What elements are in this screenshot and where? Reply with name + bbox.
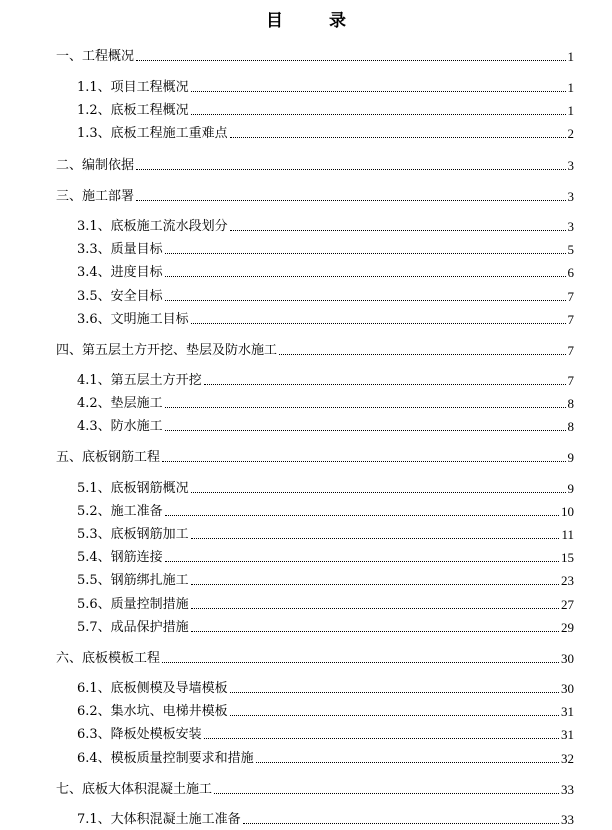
toc-entry-page-number: 32 (561, 751, 574, 766)
page-title (0, 6, 612, 31)
toc-entry-label: 1.2、底板工程概况 (77, 103, 189, 118)
toc-entry-label: 5.1、底板钢筋概况 (77, 481, 189, 496)
toc-entry-label: 1.3、底板工程施工重难点 (77, 126, 228, 141)
toc-leader-dots (230, 229, 566, 231)
toc-entry-page-number: 31 (561, 704, 574, 719)
toc-entry-page-number: 31 (561, 727, 574, 742)
toc-entry-label: 7.1、大体积混凝土施工准备 (77, 812, 241, 827)
toc-entry[interactable] (77, 750, 574, 768)
toc-leader-dots (214, 792, 559, 794)
toc-leader-dots (136, 59, 565, 61)
toc-entry-label: 5.7、成品保护措施 (77, 620, 189, 635)
toc-entry[interactable] (56, 157, 574, 175)
toc-leader-dots (165, 406, 566, 408)
toc-entry-label: 1.1、项目工程概况 (77, 80, 189, 95)
toc-entry[interactable] (77, 526, 574, 544)
toc-entry-label: 四、第五层土方开挖、垫层及防水施工 (56, 343, 278, 358)
toc-leader-dots (230, 691, 559, 693)
toc-entry-page-number: 15 (561, 550, 574, 565)
toc-leader-dots (191, 630, 559, 632)
toc-entry-label: 一、工程概况 (56, 49, 135, 64)
toc-entry-page-number: 33 (561, 812, 574, 827)
toc-entry-page-number: 7 (567, 343, 574, 358)
toc-entry-label: 6.2、集水坑、电梯井模板 (77, 704, 228, 719)
toc-entry-label: 5.2、施工准备 (77, 504, 163, 519)
toc-entry[interactable] (77, 703, 574, 721)
toc-leader-dots (230, 136, 566, 138)
toc-entry-page-number: 1 (567, 103, 574, 118)
toc-entry[interactable] (56, 342, 574, 360)
toc-entry-page-number: 7 (567, 289, 574, 304)
toc-entry-label: 3.6、文明施工目标 (77, 312, 189, 327)
title-char-1: 目 (266, 11, 283, 31)
toc-entry[interactable] (56, 188, 574, 206)
toc-entry-page-number: 7 (567, 373, 574, 388)
toc-entry-page-number: 1 (567, 49, 574, 64)
toc-entry-page-number: 11 (561, 527, 574, 542)
toc-entry-page-number: 7 (567, 312, 574, 327)
toc-entry-page-number: 9 (567, 481, 574, 496)
toc-entry-label: 三、施工部署 (56, 189, 135, 204)
toc-entry-label: 五、底板钢筋工程 (56, 450, 161, 465)
title-char-2: 录 (329, 11, 346, 31)
toc-leader-dots (165, 275, 566, 277)
toc-entry[interactable] (77, 102, 574, 120)
toc-entry-page-number: 2 (567, 126, 574, 141)
toc-entry[interactable] (77, 264, 574, 282)
toc-entry-label: 6.1、底板侧模及导墙模板 (77, 681, 228, 696)
toc-entry-label: 二、编制依据 (56, 158, 135, 173)
toc-leader-dots (165, 514, 559, 516)
toc-entry[interactable] (77, 79, 574, 97)
toc-entry-page-number: 29 (561, 620, 574, 635)
toc-leader-dots (191, 537, 560, 539)
toc-entry-page-number: 8 (567, 419, 574, 434)
toc-leader-dots (165, 252, 566, 254)
toc-entry[interactable] (56, 650, 574, 668)
toc-entry[interactable] (77, 680, 574, 698)
toc-entry-page-number: 9 (567, 450, 574, 465)
toc-entry-label: 3.5、安全目标 (77, 289, 163, 304)
toc-leader-dots (204, 383, 566, 385)
toc-entry-label: 5.5、钢筋绑扎施工 (77, 573, 189, 588)
toc-entry[interactable] (77, 288, 574, 306)
toc-entry[interactable] (56, 48, 574, 66)
toc-entry[interactable] (77, 811, 574, 829)
toc-entry-page-number: 6 (567, 265, 574, 280)
toc-entry-page-number: 3 (567, 158, 574, 173)
toc-entry-label: 4.3、防水施工 (77, 419, 163, 434)
toc-entry-label: 6.4、模板质量控制要求和措施 (77, 751, 254, 766)
toc-entry[interactable] (77, 572, 574, 590)
toc-entry[interactable] (77, 125, 574, 143)
toc-entry-label: 6.3、降板处模板安装 (77, 727, 202, 742)
toc-entry[interactable] (77, 372, 574, 390)
toc-entry-page-number: 23 (561, 573, 574, 588)
toc-entry-label: 4.2、垫层施工 (77, 396, 163, 411)
toc-leader-dots (136, 168, 565, 170)
toc-entry-page-number: 27 (561, 597, 574, 612)
toc-leader-dots (165, 560, 559, 562)
toc-leader-dots (256, 761, 559, 763)
toc-leader-dots (162, 661, 559, 663)
toc-leader-dots (136, 199, 565, 201)
toc-leader-dots (191, 607, 559, 609)
toc-entry[interactable] (77, 619, 574, 637)
toc-entry-label: 七、底板大体积混凝土施工 (56, 782, 213, 797)
toc-entry-label: 六、底板模板工程 (56, 651, 161, 666)
toc-entry-page-number: 5 (567, 242, 574, 257)
toc-leader-dots (165, 299, 566, 301)
toc-entry-page-number: 8 (567, 396, 574, 411)
toc-entry[interactable] (77, 726, 574, 744)
toc-entry-page-number: 10 (561, 504, 574, 519)
toc-entry-label: 3.3、质量目标 (77, 242, 163, 257)
toc-entry[interactable] (77, 218, 574, 236)
toc-leader-dots (279, 353, 565, 355)
toc-entry-label: 5.3、底板钢筋加工 (77, 527, 189, 542)
toc-entry[interactable] (77, 596, 574, 614)
toc-entry-page-number: 30 (561, 681, 574, 696)
toc-leader-dots (191, 583, 559, 585)
toc-leader-dots (191, 113, 566, 115)
toc-entry[interactable] (77, 395, 574, 413)
toc-leader-dots (162, 460, 565, 462)
toc-entry-label: 3.4、进度目标 (77, 265, 163, 280)
toc-leader-dots (165, 429, 566, 431)
toc-leader-dots (191, 491, 566, 493)
toc-leader-dots (243, 822, 559, 824)
toc-entry-page-number: 33 (561, 782, 574, 797)
toc-leader-dots (230, 714, 559, 716)
toc-entry-page-number: 1 (567, 80, 574, 95)
toc-leader-dots (191, 90, 566, 92)
toc-entry[interactable] (77, 241, 574, 259)
toc-entry-label: 5.4、钢筋连接 (77, 550, 163, 565)
toc-entry[interactable] (77, 418, 574, 436)
toc-entry-label: 5.6、质量控制措施 (77, 597, 189, 612)
toc-entry[interactable] (77, 503, 574, 521)
toc-entry[interactable] (77, 549, 574, 567)
toc-entry-page-number: 30 (561, 651, 574, 666)
toc-entry[interactable] (77, 480, 574, 498)
toc-entry-page-number: 3 (567, 219, 574, 234)
toc-leader-dots (204, 737, 559, 739)
toc-entry-page-number: 3 (567, 189, 574, 204)
toc-leader-dots (191, 322, 566, 324)
toc-entry[interactable] (77, 311, 574, 329)
toc-entry-label: 4.1、第五层土方开挖 (77, 373, 202, 388)
toc-entry[interactable] (56, 781, 574, 799)
toc-entry-label: 3.1、底板施工流水段划分 (77, 219, 228, 234)
toc-entry[interactable] (56, 449, 574, 467)
